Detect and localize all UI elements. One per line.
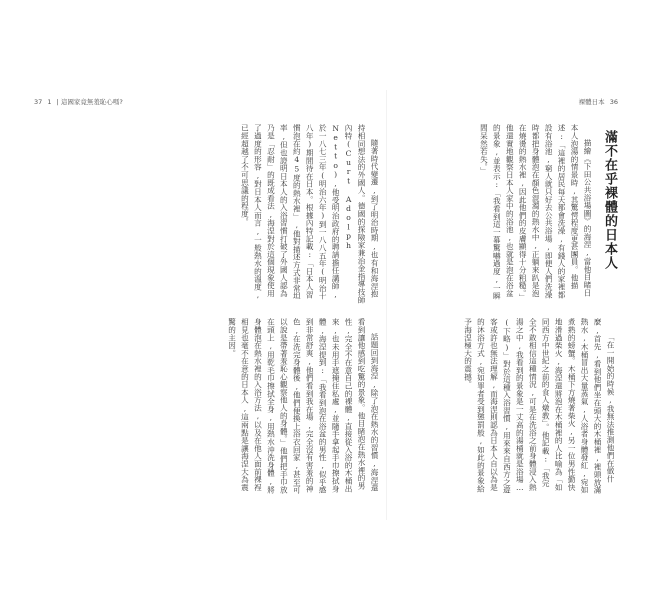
chapter-divider: | [56,98,59,106]
left-chapter-number: 1 [47,98,52,106]
paragraph: 描繪《下田公共浴場圖》的海涅,當他目睹日本人泡湯的情景時,其驚愕程度更甚團員。他描述:「這裡的居民每天都會洗澡,有錢人的家裡都設有浴池,窮人就只好去公共浴場,即便人們洗澡時都把身體泡在顏色混濁的熱水中,正躺來趴是泡在燒燙的熱水裡,因此他們的皮膚顯得十分粗糙。」他還實地觀察日本人家中的浴池,也就是泡在浴盆的景象,並表示:「我看到這一幕驚嚇過度,一瞬間呆然若失。」 [479,124,592,301]
left-page-upper-text [158,124,380,304]
left-chapter-title: 這國家竟無羞恥心嗎? [60,98,123,106]
left-running-head [34,98,123,106]
left-page-lower-text [56,318,380,494]
paragraph: 「在一開始的時候,我無法推測他們在做什麼,首先,看到他們坐在頭大的木桶裡,裡頭放滿熱水,木桶冒出大量蒸氣,人浴者身體發紅,宛如煮熟的螃蟹。木桶下方燒著柴火,另一位男性勤快地滑過柴火,海涅還將泡在木桶裡的人比喻為「如同西方中世紀之前的食人燉教」。他記載:「我完全不敢相信這種情況,可是在洗浴之前身體浸入熱湯之中,我看到的景象是一丈高的湯桶就是浴場…(下略)」對於這種入浴習慣,用來來自西方之遊客或許也無法理解,而海涅則認為日本人自以為是的沐浴方式,宛如罪者受到懲罰般,如此的景象給予海涅極大的震撼。 [463,318,615,494]
right-page-number: 36 [609,98,618,106]
paragraph: 隨著時代變遷,到了明治時期,也有和海涅抱持相同想法的外國人。德國的探險家兼治金指導技師內特(Curt Adolph Netto),他受明治政府的聘請擔任講師,於一八七三年(明治六年)到一八八五年(明治十八年)期間待在日本。根據內特記載:「日本人習慣泡在約45度的熱水裡」,他對描述方式非常坦率,但也證明日本人的入浴習慣打破了外國人認為乃是「忍耐」的既成看法,海涅對於這個現象使用了過度的形容,對日本人而言,一般熱水的溫度,已經超越了不可思議的程度。 [240,124,379,304]
book-gutter [386,90,387,520]
right-page-lower-text [396,318,616,494]
section-heading: 滿不在乎裸體的日本人 [602,130,617,270]
paragraph: 話題回到海涅,除了泡在熱水的習慣,海涅還看到讓他感到吃驚的景象。他目睹泡在熱水裡的男性,完全不在意自己的裸體,直接從入浴的木桶出來,也未用手遮掩住私處,並隨手拿起手巾擦拭身體,海涅提到:「我看到泡在浴盆的男性,似乎感到非常舒爽,他們看到我在場,完全沒有害羞的神色,在洗完身體後,他們便換上浴衣回家,甚至可以說是帶著羞恥心觀察他人的身體。」他們把手巾放在頭上,用乾毛巾擦拭全身,用熱水沖洗身體,將身體泡在熱水裡的入浴方法,以及在他人面前裸裎相見也毫不在意的日本人,這兩點是讓海涅大為震驚的主因。 [227,318,379,494]
right-page-upper-text [396,124,593,304]
right-running-head [579,98,621,106]
right-book-title: 裸體日本 [578,98,605,106]
left-page-number: 37 [34,98,43,106]
